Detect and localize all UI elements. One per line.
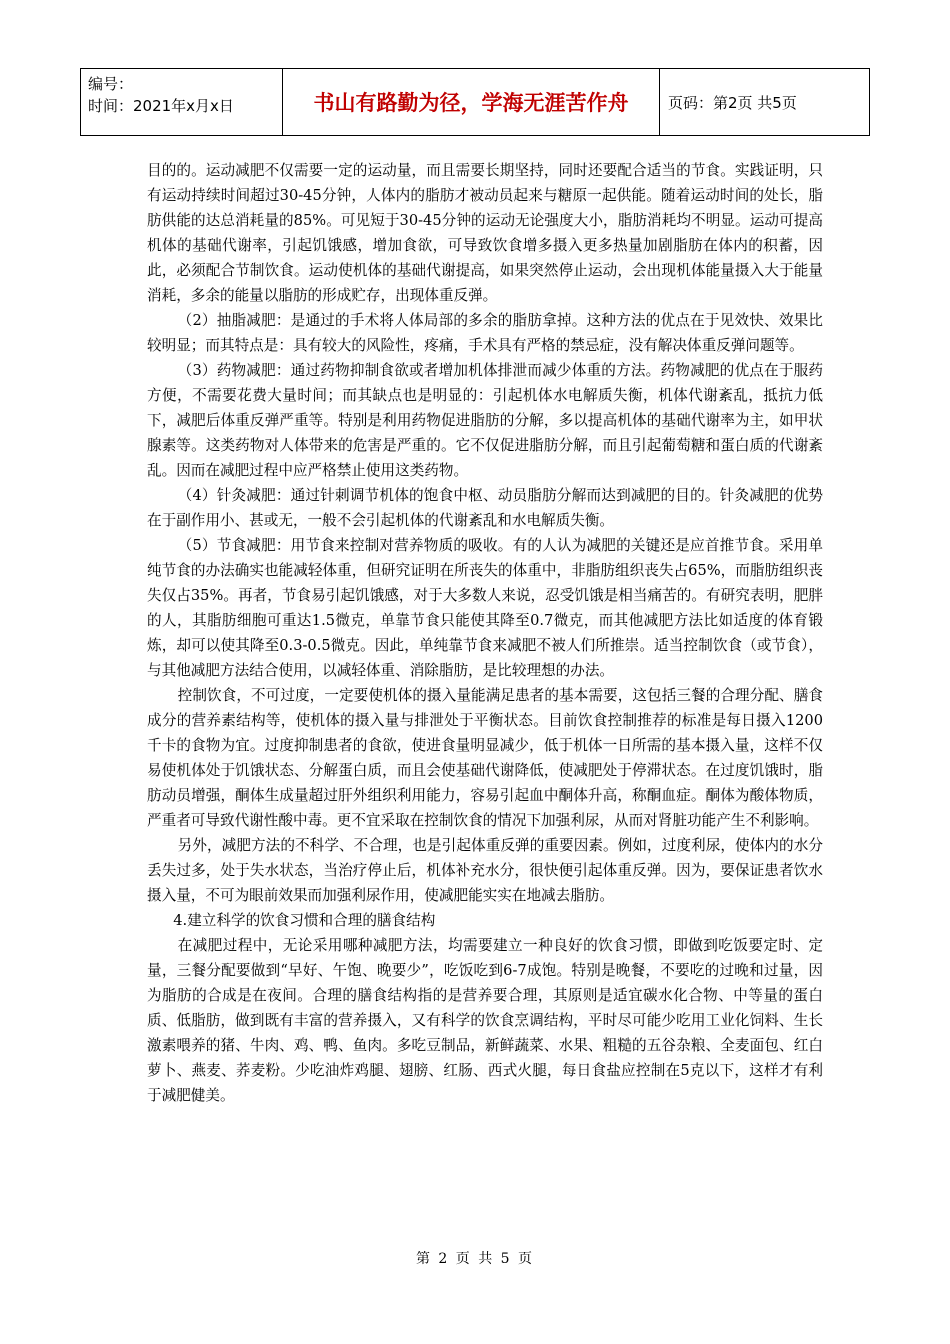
page-footer: 第 2 页 共 5 页	[415, 1251, 535, 1267]
document-number-label: 编号：	[88, 75, 134, 93]
paragraph-acupuncture: （4）针灸减肥：通过针刺调节机体的饱食中枢、动员脂肪分解而达到减肥的目的。针灸减肥的优势在于副作用小、甚或无，一般不会引起机体的代谢紊乱和水电解质失衡。	[147, 487, 823, 529]
header-page-number: 页码：第2页 共5页	[668, 93, 797, 112]
paragraph-medication: （3）药物减肥：通过药物抑制食欲或者增加机体排泄而减少体重的方法。药物减肥的优点在于服药方便，不需要花费大量时间；而其缺点也是明显的：引起机体水电解质失衡，机体代谢紊乱，抵抗力低下，减肥后体重反弹严重等。特别是利用药物促进脂肪的分解，多以提高机体的基础代谢率为主，如甲状腺素等。这类药物对人体带来的危害是严重的。它不仅促进脂肪分解，而且引起葡萄糖和蛋白质的代谢紊乱。因而在减肥过程中应严格禁止使用这类药物。	[147, 362, 823, 479]
paragraph-diet-control: 控制饮食，不可过度，一定要使机体的摄入量能满足患者的基本需要，这包括三餐的合理分配、膳食成分的营养素结构等，使机体的摄入量与排泄处于平衡状态。目前饮食控制推荐的标准是每日摄入1200千卡的食物为宜。过度抑制患者的食欲，使进食量明显减少，低于机体一日所需的基本摄入量，这样不仅易使机体处于饥饿状态、分解蛋白质，而且会使基础代谢降低，使减肥处于停滞状态。在过度饥饿时，脂肪动员增强，酮体生成量超过肝外组织利用能力，容易引起血中酮体升高，称酮血症。酮体为酸体物质，严重者可导致代谢性酸中毒。更不宜采取在控制饮食的情况下加强利尿，从而对肾脏功能产生不利影响。	[147, 687, 823, 829]
header-meta	[81, 69, 283, 135]
paragraph-eating-habits: 在减肥过程中，无论采用哪种减肥方法，均需要建立一种良好的饮食习惯，即做到吃饭要定时、定量，三餐分配要做到“早好、午饱、晚要少”，吃饭吃到6-7成饱。特别是晚餐，不要吃的过晚和过量，因为脂肪的合成是在夜间。合理的膳食结构指的是营养要合理，其原则是适宜碳水化合物、中等量的蛋白质、低脂肪，做到既有丰富的营养摄入，又有科学的饮食烹调结构，平时尽可能少吃用工业化饲料、生长激素喂养的猪、牛肉、鸡、鸭、鱼肉。多吃豆制品，新鲜蔬菜、水果、粗糙的五谷杂粮、全麦面包、红白萝卜、燕麦、荞麦粉。少吃油炸鸡腿、翅膀、红肠、西式火腿，每日食盐应控制在5克以下，这样才有利于减肥健美。	[147, 937, 823, 1104]
document-date-label: 时间：2021年x月x日	[88, 97, 234, 115]
paragraph-dieting: （5）节食减肥：用节食来控制对营养物质的吸收。有的人认为减肥的关键还是应首推节食。采用单纯节食的办法确实也能减轻体重，但研究证明在所丧失的体重中，非脂肪组织丧失占65%，而脂肪组织丧失仅占35%。再者，节食易引起饥饿感，对于大多数人来说，忍受饥饿是相当痛苦的。有研究表明，肥胖的人，其脂肪细胞可重达1.5微克，单靠节食只能使其降至0.7微克，而其他减肥方法比如适度的体育锻炼，却可以使其降至0.3-0.5微克。因此，单纯靠节食来减肥不被人们所推崇。适当控制饮食（或节食），与其他减肥方法结合使用，以减轻体重、消除脂肪，是比较理想的办法。	[147, 537, 823, 679]
document-body	[147, 158, 823, 1108]
paragraph-exercise: 目的的。运动减肥不仅需要一定的运动量，而且需要长期坚持，同时还要配合适当的节食。实践证明，只有运动持续时间超过30-45分钟，人体内的脂肪才被动员起来与糖原一起供能。随着运动时间的处长，脂肪供能的达总消耗量的85%。可见短于30-45分钟的运动无论强度大小，脂肪消耗均不明显。运动可提高机体的基础代谢率，引起饥饿感，增加食欲，可导致饮食增多摄入更多热量加剧脂肪在体内的积蓄，因此，必须配合节制饮食。运动使机体的基础代谢提高，如果突然停止运动，会出现机体能量摄入大于能量消耗，多余的能量以脂肪的形成贮存，出现体重反弹。	[147, 162, 823, 304]
section-heading-4: 4.建立科学的饮食习惯和合理的膳食结构	[173, 912, 436, 929]
header-motto: 书山有路勤为径，学海无涯苦作舟	[283, 69, 660, 135]
paragraph-liposuction: （2）抽脂减肥：是通过的手术将人体局部的多余的脂肪拿掉。这种方法的优点在于见效快、效果比较明显；而其特点是：具有较大的风险性，疼痛，手术具有严格的禁忌症，没有解决体重反弹问题等。	[147, 312, 823, 354]
page-header	[80, 68, 870, 136]
paragraph-unscientific-methods: 另外，减肥方法的不科学、不合理，也是引起体重反弹的重要因素。例如，过度利尿，使体内的水分丢失过多，处于失水状态，当治疗停止后，机体补充水分，很快便引起体重反弹。因为，要保证患者饮水摄入量，不可为眼前效果而加强利尿作用，使减肥能实实在地减去脂肪。	[147, 837, 823, 904]
